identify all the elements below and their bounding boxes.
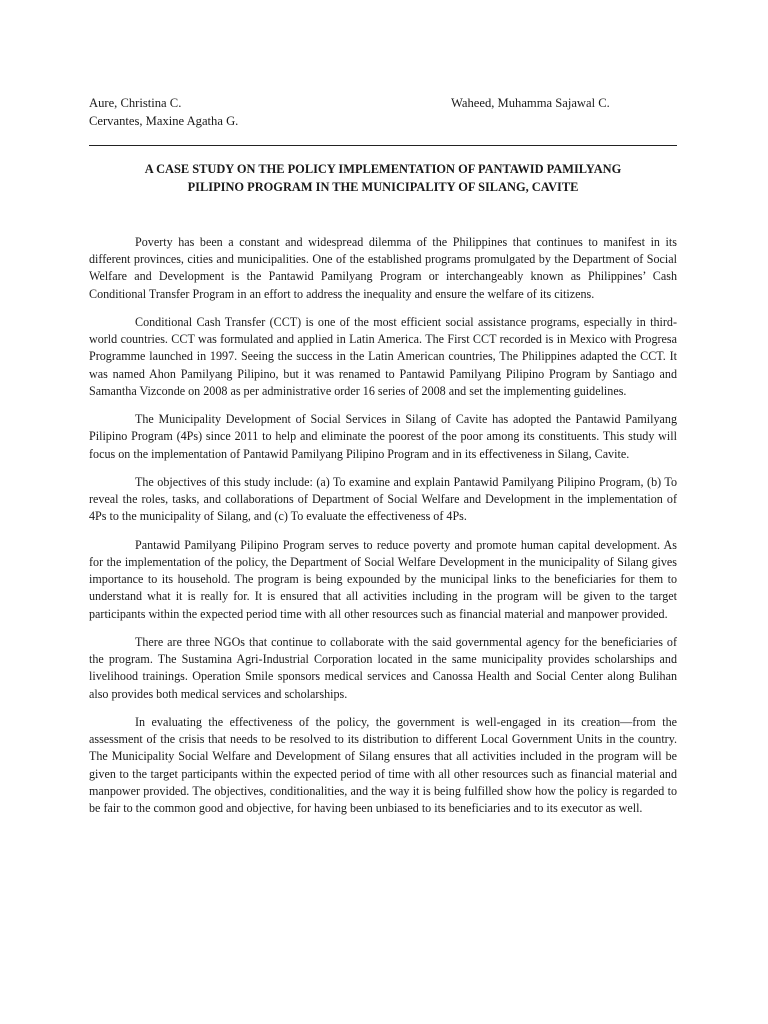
body-paragraph: The Municipality Development of Social Services in Silang of Cavite has adopted the Pantawid Pamilyang Pilipino Program (4Ps) since 2011 to help and eliminate the poorest of the poor among its constituents. This study will focus on the implementation of Pantawid Pamilyang Pilipino Program and in its effectiveness in Silang, Cavite. xyxy=(89,412,677,461)
body-paragraph: Poverty has been a constant and widespread dilemma of the Philippines that continues to manifest in its different provinces, cities and municipalities. One of the established programs promulgated by the Department of Social Welfare and Development is the Pantawid Pamilyang Program or interchangeably known as Philippines’ Cash Conditional Transfer Program in an effort to address the inequality and ensure the welfare of its citizens. xyxy=(89,235,677,301)
author-list-left xyxy=(89,94,238,130)
document-title xyxy=(89,160,677,196)
title-line: A CASE STUDY ON THE POLICY IMPLEMENTATION OF PANTAWID PAMILYANG xyxy=(144,162,622,176)
header-divider xyxy=(89,145,677,146)
author-name: Waheed, Muhamma Sajawal C. xyxy=(451,96,610,110)
author-block xyxy=(89,94,677,130)
author-name: Aure, Christina C. xyxy=(89,96,182,110)
body-paragraph: The objectives of this study include: (a) To examine and explain Pantawid Pamilyang Pilipino Program, (b) To reveal the roles, tasks, and collaborations of Department of Social Welfare and Development in the implementation of 4Ps to the municipality of Silang, and (c) To evaluate the effectiveness of 4Ps. xyxy=(89,475,677,524)
author-name: Cervantes, Maxine Agatha G. xyxy=(89,114,239,128)
body-paragraph: In evaluating the effectiveness of the policy, the government is well-engaged in its creation—from the assessment of the crisis that needs to be resolved to its distribution to different Local Government Units in the country. The Municipality Social Welfare and Development of Silang ensures that all activities included in the program will be given to the target participants within the expected period of time with all other resources such as financial material and manpower provided. The objectives, conditionalities, and the way it is being fulfilled show how the policy is regarded to be fair to the common good and objective, for having been unbiased to its beneficiaries and to its executor as well. xyxy=(89,715,677,816)
body-paragraph: There are three NGOs that continue to collaborate with the said governmental agency for the beneficiaries of the program. The Sustamina Agri-Industrial Corporation located in the same municipality provides scholarships and livelihood trainings. Operation Smile sponsors medical services and Canossa Health and Social Center along Bulihan also provides both medical services and scholarships. xyxy=(89,635,677,701)
document-body xyxy=(89,234,677,817)
document-page xyxy=(89,94,677,828)
body-paragraph: Conditional Cash Transfer (CCT) is one of the most efficient social assistance programs, especially in third-world countries. CCT was formulated and applied in Latin America. The First CCT recorded is in Mexico with Progresa Programme launched in 1997. Seeing the success in the Latin American countries, The Philippines adapted the CCT. It was named Ahon Pamilyang Pilipino, but it was renamed to Pantawid Pamilyang Pilipino Program by Santiago and Samantha Vizconde on 2008 as per administrative order 16 series of 2008 and set the implementing guidelines. xyxy=(89,315,677,398)
title-line: PILIPINO PROGRAM IN THE MUNICIPALITY OF SILANG, CAVITE xyxy=(187,180,579,194)
body-paragraph: Pantawid Pamilyang Pilipino Program serves to reduce poverty and promote human capital development. As for the implementation of the policy, the Department of Social Welfare Development in the municipality of Silang gives importance to its household. The program is being expounded by the municipal links to the beneficiaries for them to understand what it is really for. It is ensured that all activities including in the program will be given to the target participants within the expected period time with all other resources such as financial material and manpower provided. xyxy=(89,537,677,621)
author-list-right xyxy=(451,94,610,112)
